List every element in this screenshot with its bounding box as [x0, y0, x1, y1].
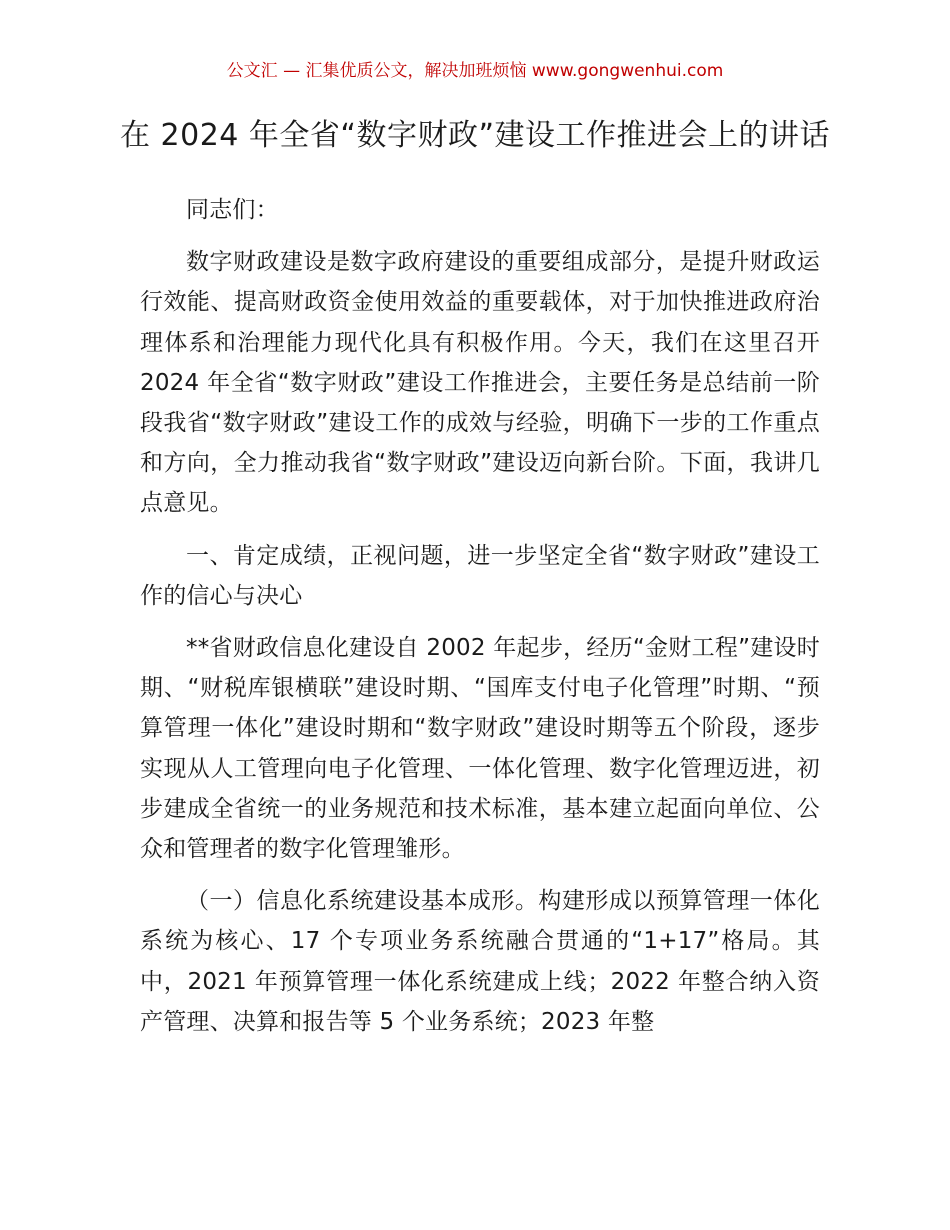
- paragraph-subsection-1: （一）信息化系统建设基本成形。构建形成以预算管理一体化系统为核心、17 个专项业务系统融合贯通的“1+17”格局。其中，2021 年预算管理一体化系统建成上线；2022 年整合纳入资产管理、决算和报告等 5 个业务系统；2023 年整: [140, 888, 820, 1035]
- document-body: [140, 190, 820, 1042]
- site-banner[interactable]: 公文汇 — 汇集优质公文，解决加班烦恼 www.gongwenhui.com: [226, 61, 724, 81]
- document-title: 在 2024 年全省“数字财政”建设工作推进会上的讲话: [119, 118, 830, 153]
- paragraph-intro: 数字财政建设是数字政府建设的重要组成部分，是提升财政运行效能、提高财政资金使用效益的重要载体，对于加快推进政府治理体系和治理能力现代化具有积极作用。今天，我们在这里召开 2024 年全省“数字财政”建设工作推进会，主要任务是总结前一阶段我省“数字财政”建设工作的成效与经验，明确下一步的工作重点和方向，全力推动我省“数字财政”建设迈向新台阶。下面，我讲几点意见。: [140, 249, 820, 517]
- section-heading-1: 一、肯定成绩，正视问题，进一步坚定全省“数字财政”建设工作的信心与决心: [140, 542, 820, 609]
- paragraph-history: **省财政信息化建设自 2002 年起步，经历“金财工程”建设时期、“财税库银横联”建设时期、“国库支付电子化管理”时期、“预算管理一体化”建设时期和“数字财政”建设时期等五个阶段，逐步实现从人工管理向电子化管理、一体化管理、数字化管理迈进，初步建成全省统一的业务规范和技术标准，基本建立起面向单位、公众和管理者的数字化管理雏形。: [140, 635, 820, 863]
- greeting: 同志们：: [186, 197, 279, 223]
